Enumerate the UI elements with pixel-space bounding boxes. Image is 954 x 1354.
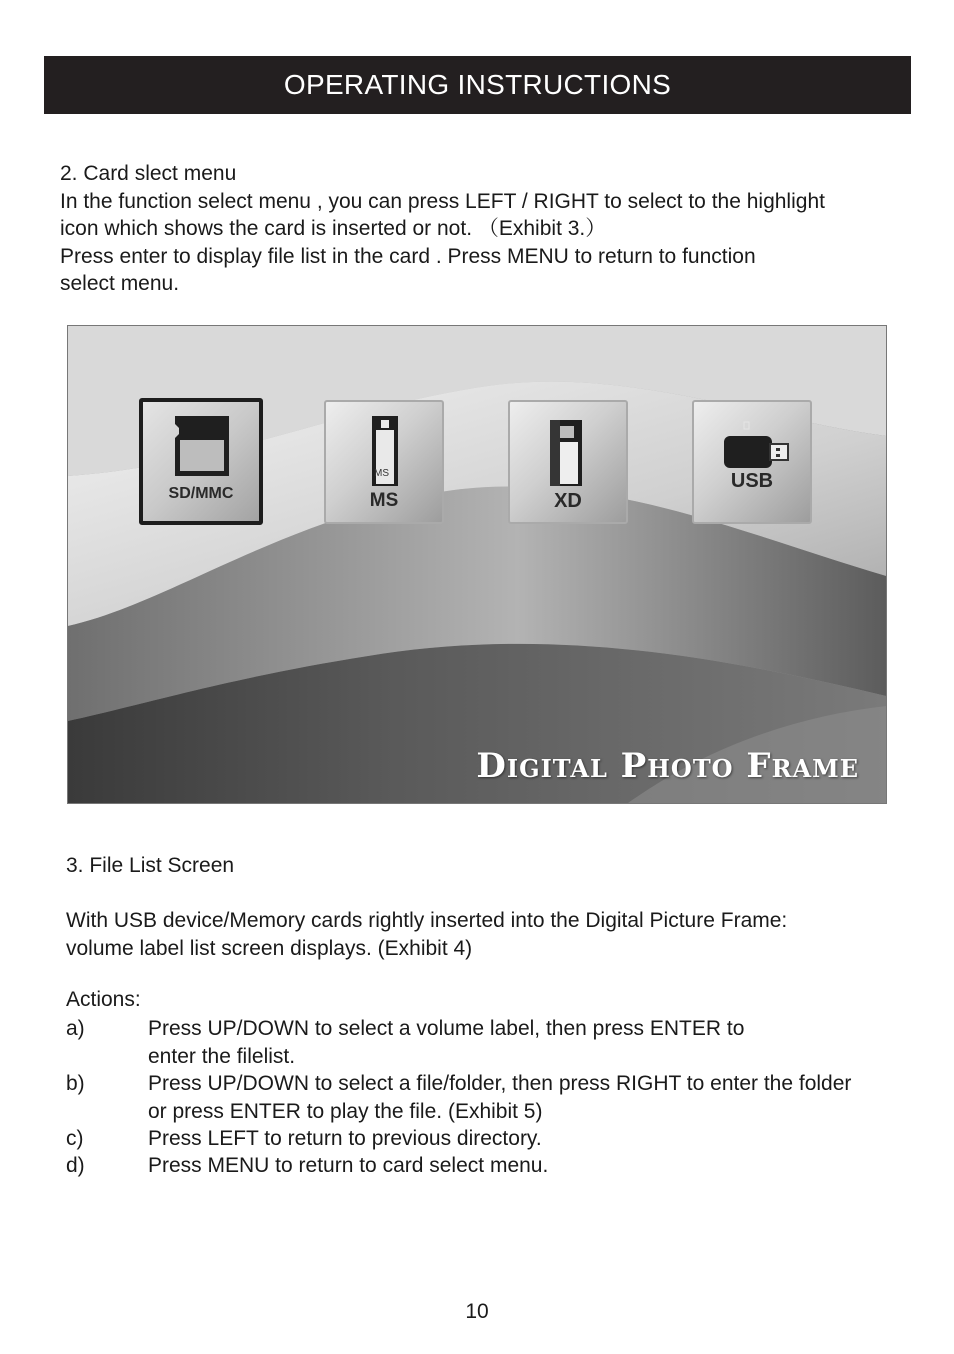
tile-label: SD/MMC [168,485,234,502]
usb-drive-icon [694,402,810,522]
action-marker: b) [66,1072,85,1095]
tile-label: XD [554,490,582,512]
action-line: Press LEFT to return to previous directory. [148,1127,542,1150]
action-line: Press UP/DOWN to select a volume label, then press ENTER to [148,1017,745,1040]
tile-sd-mmc[interactable] [139,398,263,525]
sd-card-icon [143,402,259,521]
page-header-title: OPERATING INSTRUCTIONS [283,69,672,100]
tile-label: MS [369,490,399,511]
tile-label: USB [730,470,774,492]
ms-card-text: MS [374,468,389,479]
action-line: Press MENU to return to card select menu. [148,1154,549,1177]
paragraph-line: icon which shows the card is inserted or not. （Exhibit 3.） [60,217,607,240]
action-marker: a) [66,1017,85,1040]
page-header [44,56,911,114]
section-card-select [60,160,825,298]
paragraph-line: select menu. [60,272,180,295]
page-number: 10 [465,1300,489,1323]
action-marker: d) [66,1154,85,1177]
action-marker: c) [66,1127,84,1150]
action-line: enter the filelist. [148,1044,296,1068]
paragraph-line: Press enter to display file list in the card . Press MENU to return to function [60,244,756,268]
paragraph-line: With USB device/Memory cards rightly inserted into the Digital Picture Frame: [66,909,788,932]
action-line: or press ENTER to play the file. (Exhibit 5) [148,1099,543,1123]
tile-ms[interactable] [324,400,444,524]
exhibit-card-select-screen [67,325,887,804]
paragraph-line: In the function select menu , you can press LEFT / RIGHT to select to the highlight [60,189,825,213]
action-line: Press UP/DOWN to select a file/folder, then press RIGHT to enter the folder [148,1072,852,1095]
section-heading: 2. Card slect menu [60,162,237,185]
tile-xd[interactable] [508,400,628,524]
section-heading: 3. File List Screen [66,854,235,877]
frame-title: Digital Photo Frame [476,746,859,786]
actions-heading: Actions: [66,988,141,1011]
blank-line [66,880,787,908]
section-file-list [66,852,787,962]
paragraph-line: volume label list screen displays. (Exhibit 4) [66,936,473,960]
tile-usb[interactable] [692,400,812,524]
